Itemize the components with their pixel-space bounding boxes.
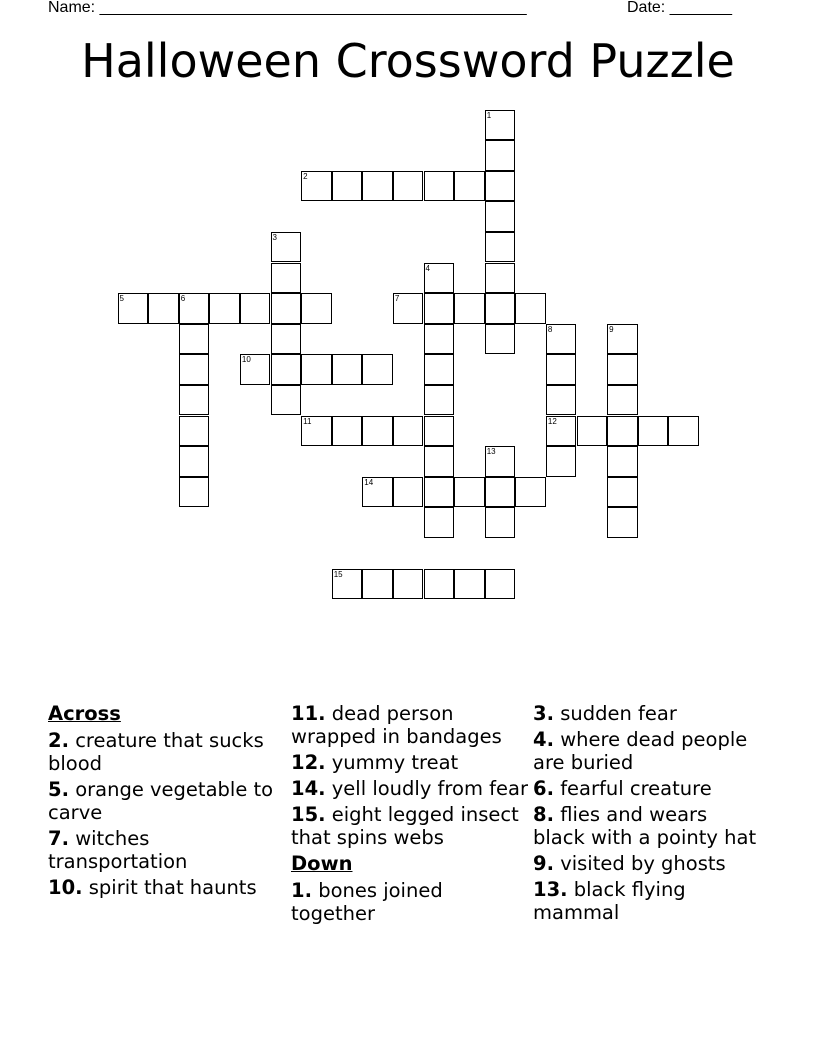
grid-cell[interactable] [485, 140, 516, 171]
grid-cell[interactable] [393, 569, 424, 600]
grid-cell[interactable] [362, 171, 393, 202]
clue-across-10 [48, 876, 284, 899]
grid-cell[interactable] [515, 477, 546, 508]
clue-column-1 [48, 702, 284, 902]
grid-cell[interactable] [271, 324, 302, 355]
clue-text: black flying mammal [533, 878, 686, 924]
grid-cell[interactable] [209, 293, 240, 324]
clue-number-label: 15 [333, 569, 343, 579]
clue-across-5 [48, 778, 284, 824]
grid-cell[interactable] [607, 385, 638, 416]
clue-number-label: 5 [119, 294, 124, 304]
clue-number: 13. [533, 878, 568, 901]
grid-cell[interactable] [577, 416, 608, 447]
grid-cell[interactable] [607, 477, 638, 508]
clue-text: orange vegetable to carve [48, 778, 274, 824]
clue-number: 12. [291, 751, 326, 774]
clue-down-8 [533, 803, 763, 849]
clue-number-label: 3 [272, 232, 277, 242]
grid-cell[interactable] [485, 477, 516, 508]
clue-number: 7. [48, 827, 69, 850]
clue-down-6 [533, 777, 763, 800]
clue-number-label: 12 [547, 416, 557, 426]
grid-cell[interactable] [485, 324, 516, 355]
grid-cell[interactable] [332, 354, 363, 385]
grid-cell[interactable] [332, 416, 363, 447]
date-line[interactable]: _______ [669, 0, 732, 16]
grid-cell[interactable] [424, 385, 455, 416]
clue-number: 2. [48, 729, 69, 752]
grid-cell[interactable] [179, 385, 210, 416]
clue-number: 14. [291, 777, 326, 800]
clue-text: where dead people are buried [533, 728, 748, 774]
clue-text: yell loudly from fear [331, 777, 528, 800]
clue-text: visited by ghosts [560, 852, 726, 875]
clue-across-12 [291, 751, 529, 774]
clue-number: 1. [291, 879, 312, 902]
clue-down-1 [291, 879, 529, 925]
clue-number-label: 2 [303, 171, 308, 181]
clue-text: bones joined together [291, 879, 443, 925]
grid-cell[interactable] [485, 201, 516, 232]
clue-number-label: 13 [486, 447, 496, 457]
clue-number: 9. [533, 852, 554, 875]
grid-cell[interactable] [271, 385, 302, 416]
grid-cell[interactable] [301, 293, 332, 324]
clue-column-2 [291, 702, 529, 928]
grid-cell[interactable] [454, 569, 485, 600]
clue-number: 3. [533, 702, 554, 725]
grid-cell[interactable] [485, 171, 516, 202]
clue-text: yummy treat [331, 751, 459, 774]
clue-text: creature that sucks blood [48, 729, 264, 775]
grid-cell[interactable] [179, 324, 210, 355]
down-heading: Down [291, 852, 353, 875]
clue-across-7 [48, 827, 284, 873]
grid-cell[interactable] [393, 416, 424, 447]
grid-cell[interactable] [607, 446, 638, 477]
clue-text: fearful creature [560, 777, 712, 800]
grid-cell[interactable] [546, 354, 577, 385]
grid-cell[interactable] [179, 477, 210, 508]
clue-number-label: 10 [241, 355, 251, 365]
grid-cell[interactable] [424, 569, 455, 600]
grid-cell[interactable] [362, 569, 393, 600]
grid-cell[interactable] [148, 293, 179, 324]
across-heading: Across [48, 702, 121, 725]
clue-number: 5. [48, 778, 69, 801]
name-line[interactable]: ________________________________________________ [99, 0, 527, 16]
clue-number-label: 11 [303, 416, 312, 426]
clue-text: flies and wears black with a pointy hat [533, 803, 757, 849]
grid-cell[interactable] [546, 385, 577, 416]
grid-cell[interactable] [271, 293, 302, 324]
clue-number-label: 7 [394, 294, 400, 304]
clue-across-2 [48, 729, 284, 775]
grid-cell[interactable] [454, 293, 485, 324]
grid-cell[interactable] [179, 416, 210, 447]
grid-cell[interactable] [393, 477, 424, 508]
grid-cell[interactable] [485, 569, 516, 600]
grid-cell[interactable] [454, 171, 485, 202]
clue-text: witches transportation [48, 827, 188, 873]
clue-text: eight legged insect that spins webs [291, 803, 519, 849]
clue-across-14 [291, 777, 529, 800]
grid-cell[interactable] [424, 477, 455, 508]
grid-cell[interactable] [454, 477, 485, 508]
grid-cell[interactable] [668, 416, 699, 447]
clue-number: 11. [291, 702, 326, 725]
grid-cell[interactable] [424, 354, 455, 385]
grid-cell[interactable] [546, 446, 577, 477]
grid-cell[interactable] [485, 507, 516, 538]
clue-number: 10. [48, 876, 83, 899]
grid-cell[interactable] [301, 354, 332, 385]
clue-down-3 [533, 702, 763, 725]
grid-cell[interactable] [332, 171, 363, 202]
clue-down-13 [533, 878, 763, 924]
grid-cell[interactable] [485, 293, 516, 324]
clue-text: spirit that haunts [88, 876, 257, 899]
grid-cell[interactable] [362, 416, 393, 447]
grid-cell[interactable] [179, 354, 210, 385]
clue-down-9 [533, 852, 763, 875]
clue-number-label: 6 [180, 294, 186, 304]
clue-down-4 [533, 728, 763, 774]
grid-cell[interactable] [271, 263, 302, 294]
grid-cell[interactable] [485, 232, 516, 263]
grid-cell[interactable] [393, 171, 424, 202]
grid-cell[interactable] [240, 293, 271, 324]
clue-across-11 [291, 702, 529, 748]
clue-text: sudden fear [560, 702, 677, 725]
clue-number-label: 4 [425, 263, 430, 273]
date-label: Date: [627, 0, 666, 16]
grid-cell[interactable] [362, 354, 393, 385]
grid-cell[interactable] [485, 263, 516, 294]
clue-text: dead person wrapped in bandages [291, 702, 502, 748]
clue-number: 15. [291, 803, 326, 826]
page-title: Halloween Crossword Puzzle [81, 34, 735, 88]
clue-number: 4. [533, 728, 554, 751]
grid-cell[interactable] [607, 354, 638, 385]
clue-number-label: 9 [609, 324, 614, 334]
clue-number-label: 14 [364, 477, 374, 487]
grid-cell[interactable] [424, 507, 455, 538]
grid-cell[interactable] [515, 293, 546, 324]
grid-cell[interactable] [424, 324, 455, 355]
clue-column-3 [533, 702, 763, 927]
clue-number-label: 8 [547, 324, 553, 334]
grid-cell[interactable] [424, 171, 455, 202]
clue-number: 8. [533, 803, 554, 826]
grid-cell[interactable] [179, 446, 210, 477]
name-label: Name: [48, 0, 96, 16]
grid-cell[interactable] [271, 354, 302, 385]
clue-across-15 [291, 803, 529, 849]
grid-cell[interactable] [424, 446, 455, 477]
grid-cell[interactable] [424, 416, 455, 447]
clue-number: 6. [533, 777, 554, 800]
clue-number-label: 1 [486, 110, 492, 120]
grid-cell[interactable] [607, 416, 638, 447]
grid-cell[interactable] [638, 416, 669, 447]
grid-cell[interactable] [424, 293, 455, 324]
grid-cell[interactable] [607, 507, 638, 538]
